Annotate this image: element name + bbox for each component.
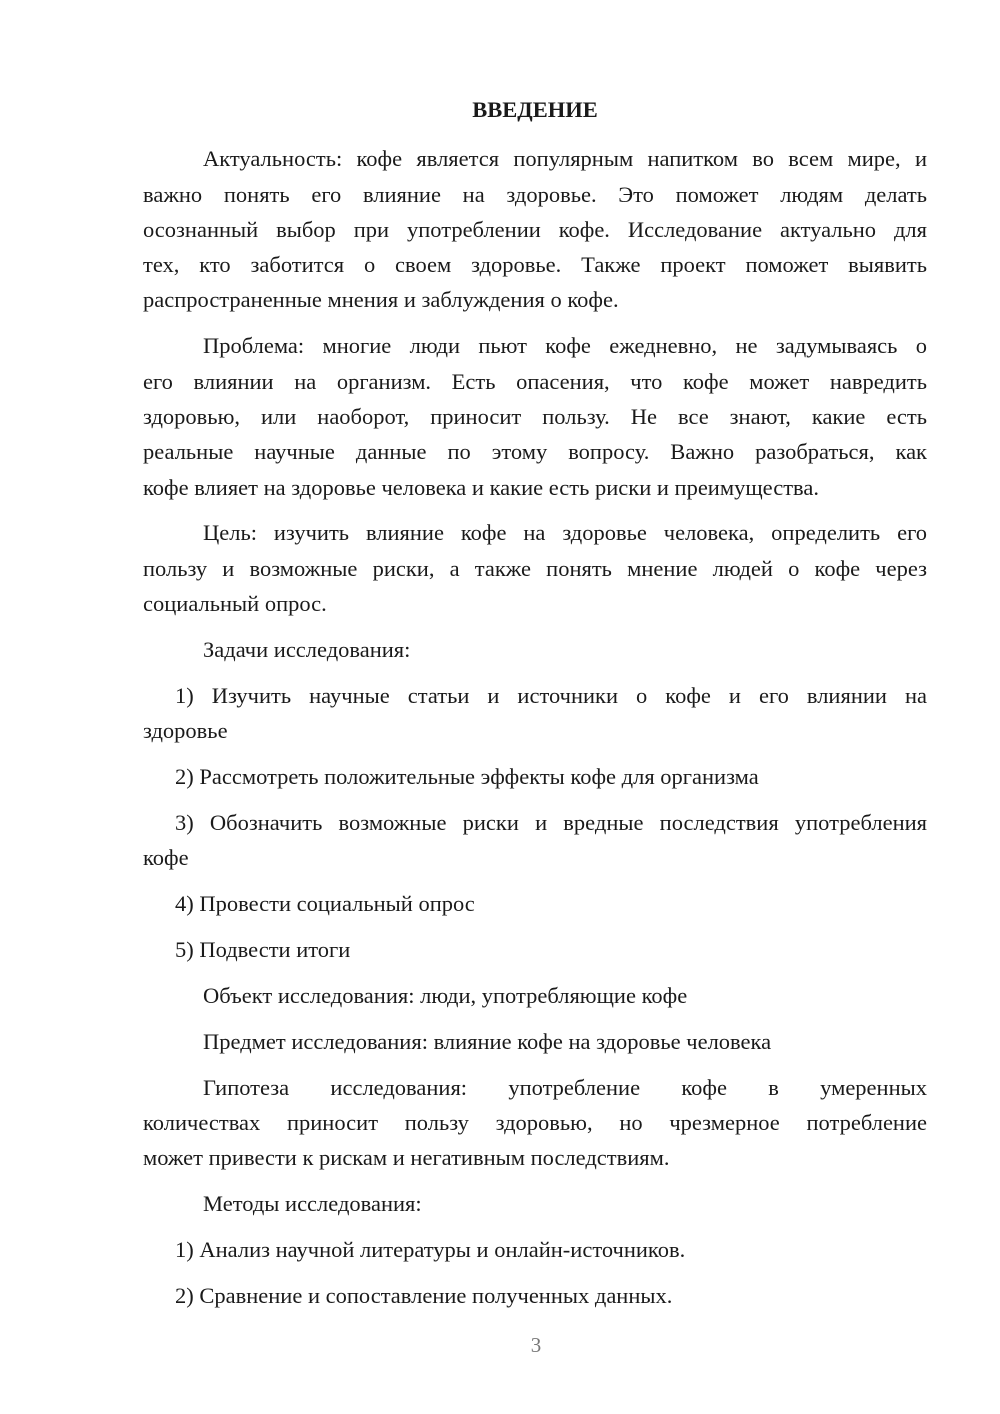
paragraph	[143, 328, 927, 504]
text-line: здоровье	[143, 718, 228, 744]
text-line: здоровью, или наоборот, приносит пользу. Не все знают, какие есть	[143, 403, 927, 429]
text-line: кофе влияет на здоровье человека и какие есть риски и преимущества.	[143, 474, 819, 500]
text-line: Методы исследования:	[203, 1191, 422, 1217]
document-page	[143, 92, 927, 1324]
document-body	[143, 141, 927, 1313]
paragraph	[143, 632, 927, 667]
paragraph	[143, 1186, 927, 1221]
text-line: Объект исследования: люди, употребляющие кофе	[203, 982, 688, 1008]
list-item	[143, 759, 927, 794]
list-item	[143, 678, 927, 749]
text-line: его влиянии на организм. Есть опасения, что кофе может навредить	[143, 368, 927, 394]
text-line: 1) Анализ научной литературы и онлайн-источников.	[175, 1237, 686, 1263]
list-item	[143, 805, 927, 876]
list-item	[143, 886, 927, 921]
text-line: важно понять его влияние на здоровье. Это поможет людям делать	[143, 181, 927, 207]
text-line: распространенные мнения и заблуждения о кофе.	[143, 287, 619, 313]
paragraph	[143, 978, 927, 1013]
list-item	[143, 1232, 927, 1267]
text-line: 2) Рассмотреть положительные эффекты кофе для организма	[175, 764, 759, 790]
list-item	[143, 1278, 927, 1313]
text-line: пользу и возможные риски, а также понять мнение людей о кофе через	[143, 555, 927, 581]
text-line: Цель: изучить влияние кофе на здоровье человека, определить его	[203, 520, 927, 546]
text-line: кофе	[143, 845, 189, 871]
text-line: Гипотеза исследования: употребление кофе в умеренных	[203, 1074, 927, 1100]
text-line: осознанный выбор при употреблении кофе. Исследование актуально для	[143, 216, 927, 242]
text-line: может привести к рискам и негативным последствиям.	[143, 1145, 670, 1171]
list-item	[143, 932, 927, 967]
text-line: 4) Провести социальный опрос	[175, 891, 475, 917]
text-line: реальные научные данные по этому вопросу. Важно разобраться, как	[143, 439, 927, 465]
text-line: 3) Обозначить возможные риски и вредные последствия употребления	[175, 809, 927, 835]
text-line: Проблема: многие люди пьют кофе ежедневно, не задумываясь о	[203, 333, 927, 359]
paragraph	[143, 141, 927, 317]
text-line: Предмет исследования: влияние кофе на здоровье человека	[203, 1028, 772, 1054]
page-number: 3	[530, 1333, 542, 1357]
paragraph	[143, 1024, 927, 1059]
text-line: 1) Изучить научные статьи и источники о кофе и его влиянии на	[175, 682, 927, 708]
text-line: 2) Сравнение и сопоставление полученных данных.	[175, 1282, 673, 1308]
text-line: 5) Подвести итоги	[175, 936, 351, 962]
text-line: количествах приносит пользу здоровью, но чрезмерное потребление	[143, 1109, 927, 1135]
text-line: тех, кто заботится о своем здоровье. Также проект поможет выявить	[143, 252, 927, 278]
text-line: социальный опрос.	[143, 591, 327, 617]
text-line: Актуальность: кофе является популярным напитком во всем мире, и	[203, 146, 927, 172]
section-title: ВВЕДЕНИЕ	[472, 97, 598, 122]
paragraph	[143, 515, 927, 621]
text-line: Задачи исследования:	[203, 636, 411, 662]
paragraph	[143, 1070, 927, 1176]
